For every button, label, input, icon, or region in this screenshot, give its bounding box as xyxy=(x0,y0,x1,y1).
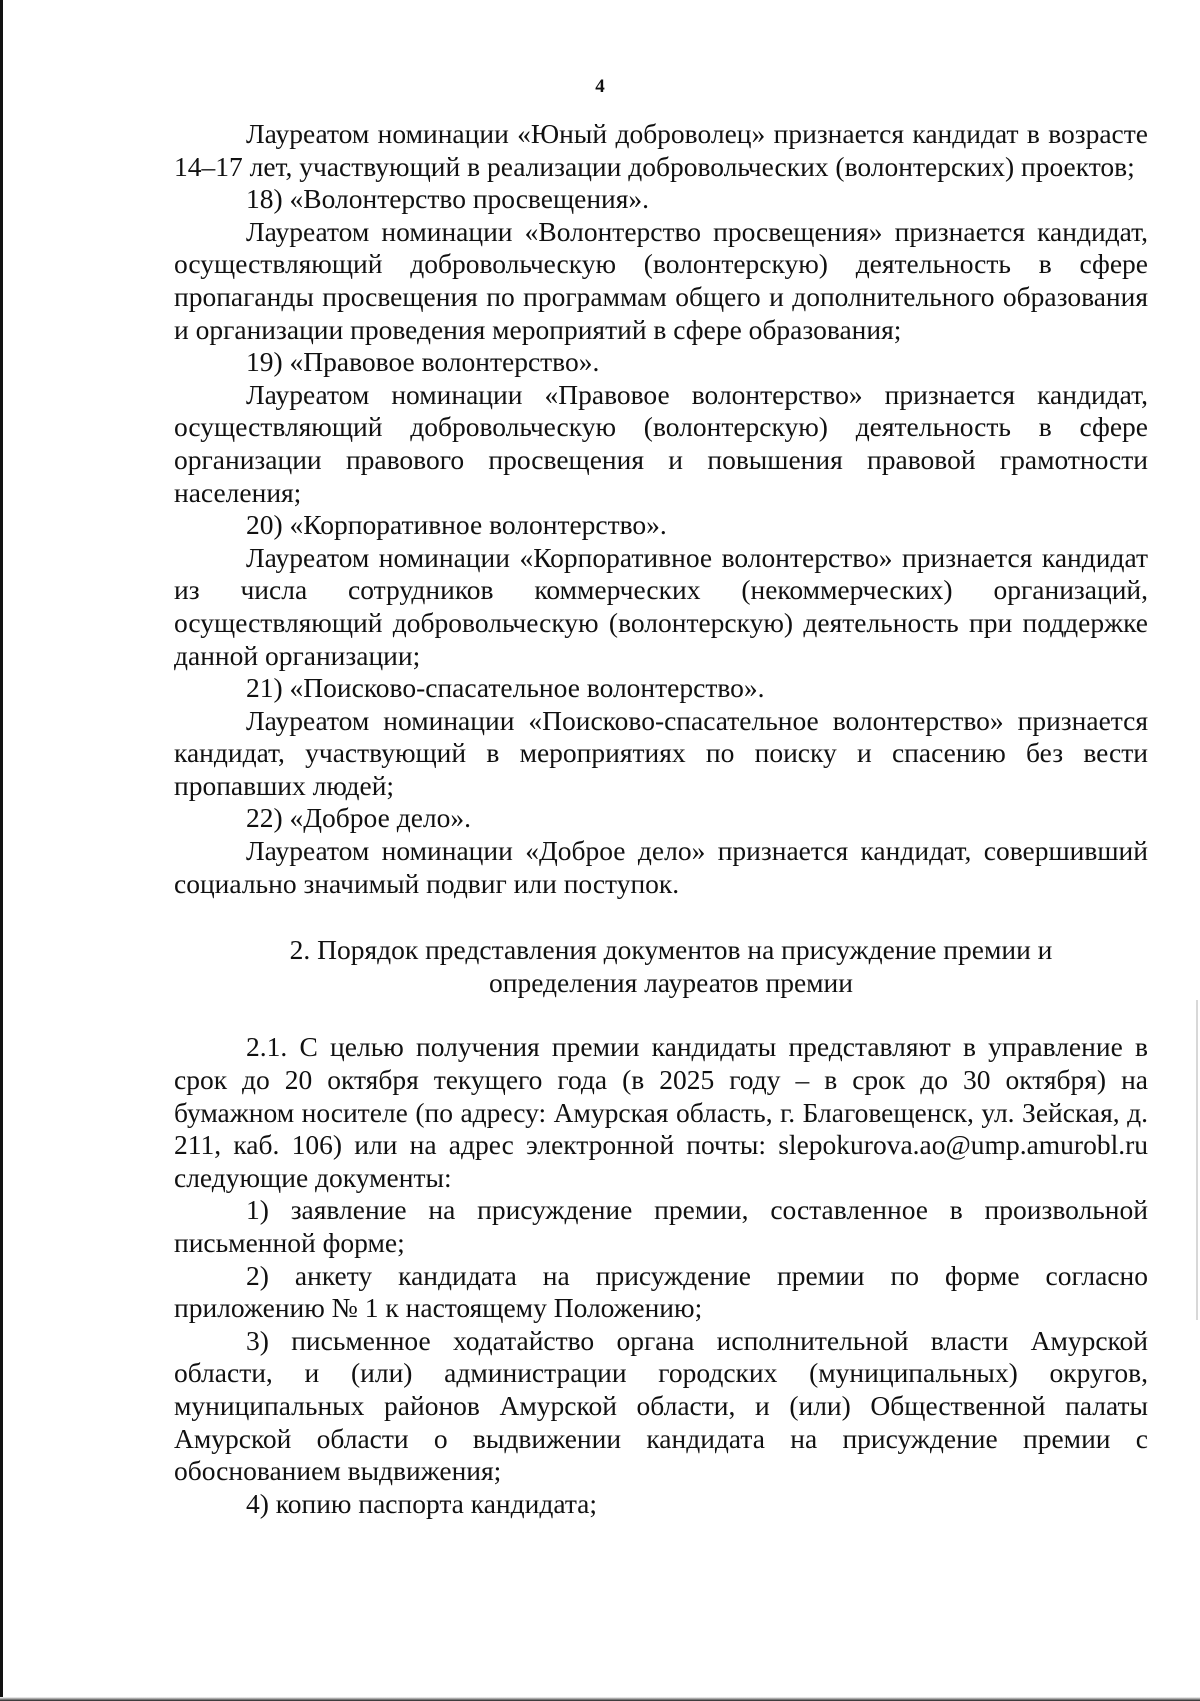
paragraph-corporate-volunteering-definition: Лауреатом номинации «Корпоративное волонтерство» признается кандидат из числа сотрудников коммерческих (некоммерческих) организаций, осуществляющий добровольческую (волонтерскую) деятельность при поддержке данной организации; xyxy=(174,541,1148,671)
scan-edge-bottom xyxy=(0,1697,1200,1701)
paragraph-good-deed-definition: Лауреатом номинации «Доброе дело» признается кандидат, совершивший социально значимый подвиг или поступок. xyxy=(174,835,1148,899)
paragraph-search-rescue-definition: Лауреатом номинации «Поисково-спасательное волонтерство» признается кандидат, участвующий в мероприятиях по поиску и спасению без вести пропавших людей; xyxy=(174,704,1148,801)
nomination-item-18: 18) «Волонтерство просвещения». xyxy=(246,183,650,215)
paragraph-education-volunteering-definition: Лауреатом номинации «Волонтерство просвещения» признается кандидат, осуществляющий добровольческую (волонтерскую) деятельность в сфере пропаганды просвещения по программам общего и дополнительного образования и организации проведения мероприятий в сфере образования; xyxy=(174,215,1148,345)
paragraph-young-volunteer-definition: Лауреатом номинации «Юный доброволец» признается кандидат в возрасте 14–17 лет, участвующий в реализации добровольческих (волонтерских) проектов; xyxy=(174,118,1148,182)
document-list-item-3: 3) письменное ходатайство органа исполнительной власти Амурской области, и (или) администрации городских (муниципальных) округов, муниципальных районов Амурской области, и (или) Общественной палаты Амурской области о выдвижении кандидата на присуждение премии с обоснованием выдвижения; xyxy=(174,1324,1148,1487)
document-list-item-1: 1) заявление на присуждение премии, составленное в произвольной письменной форме; xyxy=(174,1194,1148,1258)
paragraph-legal-volunteering-definition: Лауреатом номинации «Правовое волонтерство» признается кандидат, осуществляющий добровольческую (волонтерскую) деятельность в сфере организации правового просвещения и повышения правовой грамотности населения; xyxy=(174,378,1148,508)
scan-edge-left xyxy=(0,0,3,1701)
nomination-item-22: 22) «Доброе дело». xyxy=(246,802,471,834)
document-list-item-2: 2) анкету кандидата на присуждение премии по форме согласно приложению № 1 к настоящему Положению; xyxy=(174,1259,1148,1324)
document-body xyxy=(174,118,1148,1520)
nomination-item-20: 20) «Корпоративное волонтерство». xyxy=(246,509,667,541)
nomination-item-19: 19) «Правовое волонтерство». xyxy=(246,346,600,378)
nomination-item-21: 21) «Поисково-спасательное волонтерство». xyxy=(246,672,765,704)
section-heading: 2. Порядок представления документов на присуждение премии и определения лауреатов премии xyxy=(289,934,1053,998)
document-list-item-4: 4) копию паспорта кандидата; xyxy=(246,1487,598,1519)
paragraph-2-1-submission: 2.1. С целью получения премии кандидаты представляют в управление в срок до 20 октября текущего года (в 2025 году – в срок до 30 октября) на бумажном носителе (по адресу: Амурская область, г. Благовещенск, ул. Зейская, д. 211, каб. 106) или на адрес электронной почты: slepokurova.ao@ump.amurobl.ru следующие документы: xyxy=(174,1031,1148,1193)
page-number: 4 xyxy=(595,76,605,97)
scan-edge-right xyxy=(1196,1000,1198,1320)
